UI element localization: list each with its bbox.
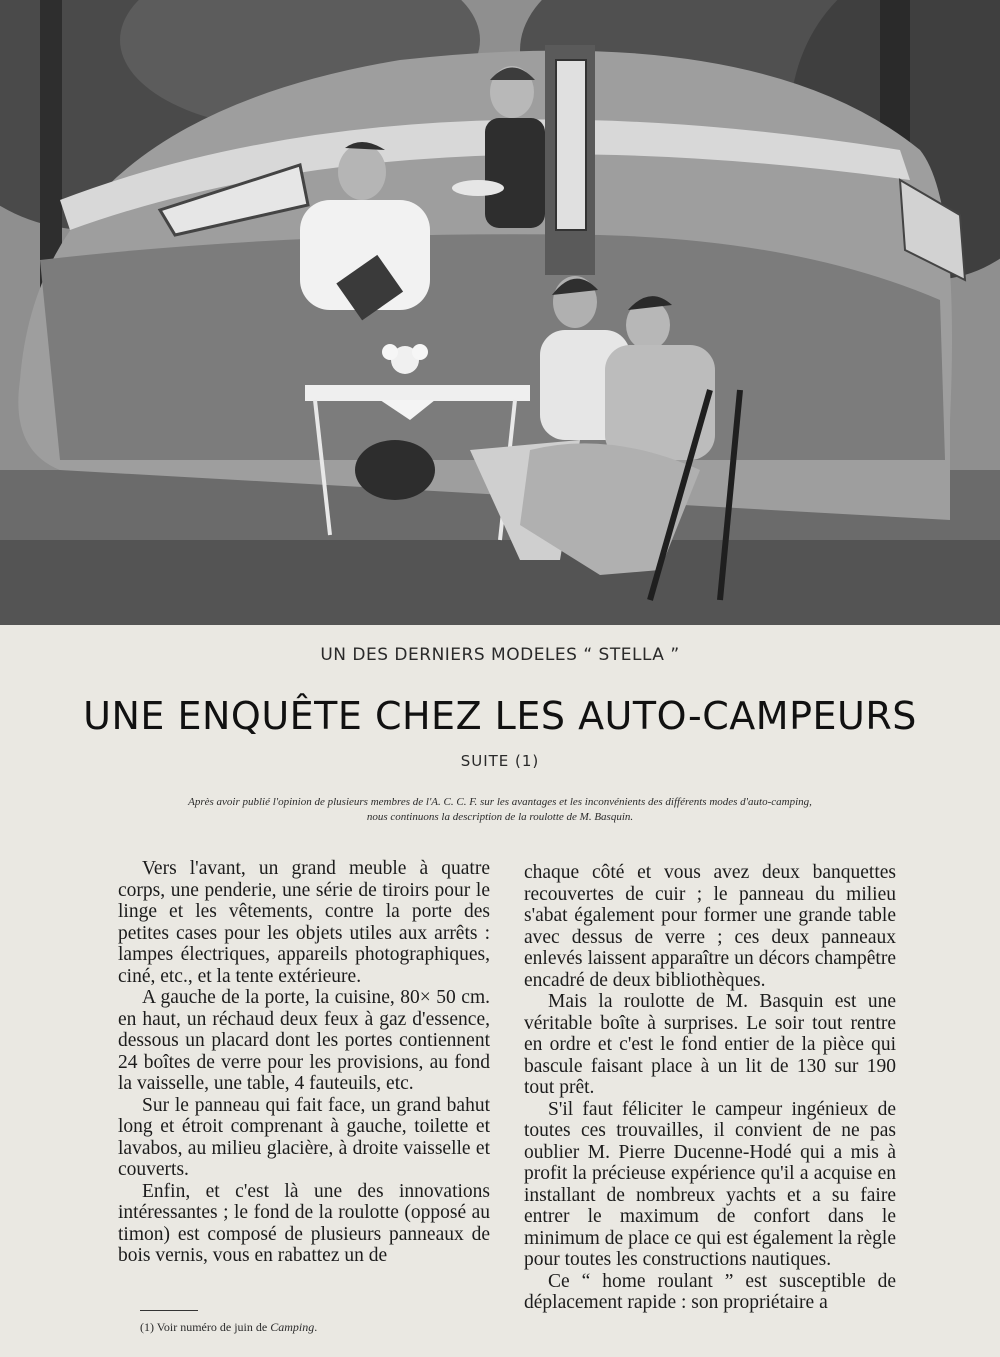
intro-line-2: nous continuons la description de la roulotte de M. Basquin. [366, 811, 634, 823]
intro-line-1: Après avoir publié l'opinion de plusieurs membres de l'A. C. C. F. sur les avantages et les inconvénients des différents modes d'auto-camping, [188, 796, 812, 808]
footnote [140, 1320, 317, 1335]
right-paragraph-1: Mais la roulotte de M. Basquin est une véritable boîte à surprises. Le soir tout rentre en ordre et c'est le fond entier de la pièce qui bascule faisant place à un lit de 130 sur 190 tout prêt. [524, 991, 896, 1098]
caravan-photo-illustration [0, 0, 1000, 625]
left-column [118, 858, 490, 1267]
right-column [524, 862, 896, 1314]
photo-caption: UN DES DERNIERS MODELES “ STELLA ” [320, 645, 680, 665]
right-continuation: chaque côté et vous avez deux banquettes recouvertes de cuir ; le panneau du milieu s'abat également pour former une grande table avec dessus de verre ; ces deux panneaux enlevés laissent apparaître un décors champêtre encadré de deux bibliothèques. [524, 862, 896, 991]
right-paragraph-2: S'il faut féliciter le campeur ingénieux de toutes ces trouvailles, il convient de ne pas oublier M. Pierre Ducenne-Hodé qui a mis à profit la précieuse expérience qu'il a acquise en installant de nombreux yachts et a su faire entrer le maximum de confort dans le minimum de place ce qui est également la règle pour toutes les constructions nautiques. [524, 1098, 896, 1270]
caravan-photo [0, 0, 1000, 625]
footnote-source: Camping [270, 1320, 315, 1334]
article-intro [120, 795, 880, 825]
footnote-rule [140, 1310, 198, 1311]
article-title: UNE ENQUÊTE CHEZ LES AUTO-CAMPEURS [83, 694, 917, 738]
left-paragraph-4: Enfin, et c'est là une des innovations intéressantes ; le fond de la roulotte (opposé au timon) est composé de plusieurs panneaux de bois vernis, vous en rabattez un de [118, 1180, 490, 1266]
left-paragraph-1: Vers l'avant, un grand meuble à quatre corps, une penderie, une série de tiroirs pour le linge et les vêtements, contre la porte des petites cases pour les objets utiles aux arrêts : lampes électriques, appareils photographiques, ciné, etc., et la tente extérieure. [118, 858, 490, 987]
left-paragraph-3: Sur le panneau qui fait face, un grand bahut long et étroit comprenant à gauche, toilette et lavabos, au milieu glacière, à droite vaisselle et couverts. [118, 1094, 490, 1180]
right-paragraph-3: Ce “ home roulant ” est susceptible de déplacement rapide : son propriétaire a [524, 1270, 896, 1313]
article-subtitle: SUITE (1) [460, 752, 540, 770]
footnote-text: (1) Voir numéro de juin de [140, 1320, 271, 1334]
footnote-end: . [314, 1320, 318, 1334]
left-paragraph-2: A gauche de la porte, la cuisine, 80× 50 cm. en haut, un réchaud deux feux à gaz d'essence, dessous un placard dont les portes contiennent 24 boîtes de verre pour les provisions, au fond la vaisselle, une table, 4 fauteuils, etc. [118, 987, 490, 1094]
